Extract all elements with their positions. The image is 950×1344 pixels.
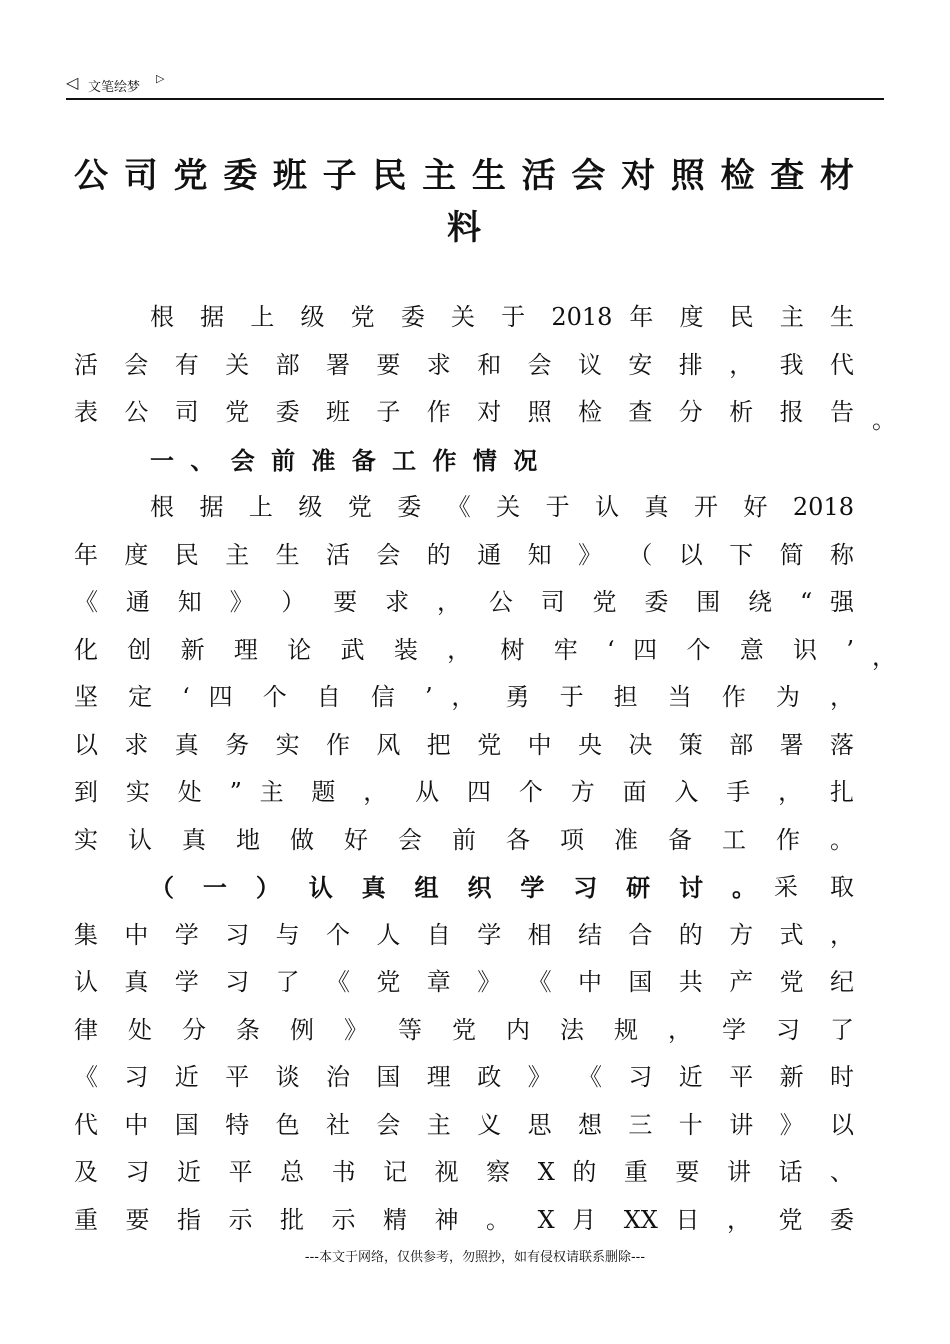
- text-line: 表 公 司 党 委 班 子 作 对 照 检 查 分 析 报 告: [74, 398, 854, 426]
- text-line: 化 创 新 理 论 武 装 ， 树 牢 ‘ 四 个 意 识 ’: [74, 635, 854, 664]
- text-line: 坚 定 ‘ 四 个 自 信 ’ ， 勇 于 担 当 作 为 ，: [74, 683, 854, 711]
- text-line: 实 认 真 地 做 好 会 前 各 项 准 备 工 作 。: [74, 825, 854, 854]
- section-heading-text: 一 、 会 前 准 备 工 作 情 况: [150, 445, 542, 475]
- text-line: 代 中 国 特 色 社 会 主 义 思 想 三 十 讲 》 以: [74, 1110, 854, 1139]
- text-line: 活 会 有 关 部 署 要 求 和 会 议 安 排 ， 我 代: [74, 350, 854, 379]
- text-line: 年 度 民 主 生 活 会 的 通 知 》 （ 以 下 简 称: [74, 540, 854, 569]
- text-line: 以 求 真 务 实 作 风 把 党 中 央 决 策 部 署 落: [74, 730, 854, 759]
- subheading-line: [74, 864, 854, 912]
- subheading-tail: 采 取: [774, 873, 854, 901]
- text-line: 到 实 处 ” 主 题 ， 从 四 个 方 面 入 手 ， 扎: [74, 778, 854, 806]
- text-line: 认 真 学 习 了 《 党 章 》 《 中 国 共 产 党 纪: [74, 968, 854, 996]
- text-line: 《 通 知 》 ） 要 求 ， 公 司 党 委 围 绕 “ 强: [74, 588, 854, 616]
- title-line-2: 料: [447, 208, 491, 248]
- brand-name: 文笔绘梦: [88, 80, 141, 95]
- text-line: 及 习 近 平 总 书 记 视 察 X 的 重 要 讲 话 、: [74, 1158, 854, 1186]
- text-line: 集 中 学 习 与 个 人 自 学 相 结 合 的 方 式 ，: [74, 920, 854, 949]
- text-line: 重 要 指 示 批 示 精 神 。 X 月 XX 日 ， 党 委: [74, 1205, 854, 1234]
- document-title: [74, 150, 864, 254]
- text-line: 《 习 近 平 谈 治 国 理 政 》 《 习 近 平 新 时: [74, 1063, 854, 1091]
- page-footer: ---本文于网络，仅供参考，勿照抄，如有侵权请联系删除---: [304, 1250, 646, 1265]
- document-body: [74, 294, 854, 1244]
- subheading-text: （ 一 ） 认 真 组 织 学 习 研 讨 。: [150, 873, 756, 902]
- page-header: [66, 72, 884, 100]
- text-line: 根 据 上 级 党 委 关 于 2018 年 度 民 主 生: [150, 303, 854, 331]
- text-line: 根 据 上 级 党 委 《 关 于 认 真 开 好 2018: [150, 493, 854, 521]
- title-line-1: 公司党委班子民主生活会对照检查材: [74, 156, 864, 196]
- overhang-period: 。: [872, 406, 896, 434]
- overhang-comma: ，: [872, 643, 896, 671]
- section-heading: [74, 437, 854, 485]
- right-triangle-icon: ▷: [156, 72, 165, 85]
- text-line: 律 处 分 条 例 》 等 党 内 法 规 ， 学 习 了: [74, 1015, 854, 1044]
- left-triangle-icon: ◁: [66, 73, 79, 92]
